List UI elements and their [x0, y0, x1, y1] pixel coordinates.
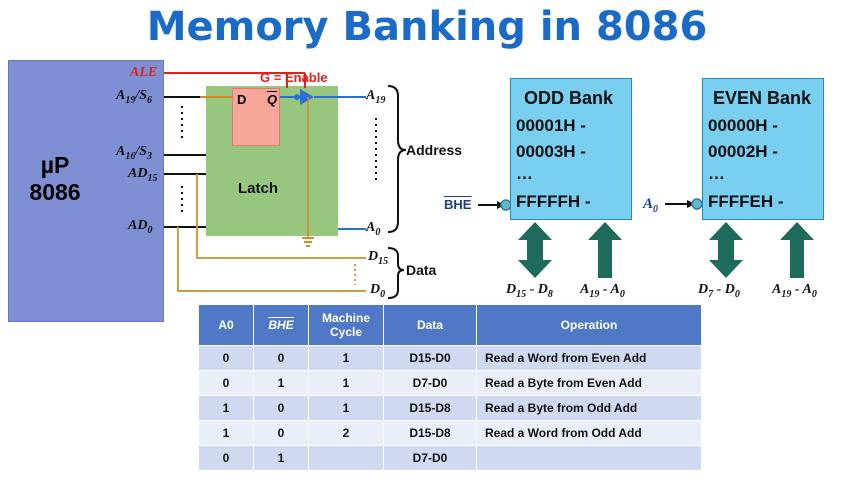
odd-bus2-s1: 19 [589, 288, 600, 300]
a16-text: A [116, 144, 126, 159]
odd-bank-row-4: FFFFFH - [516, 192, 591, 211]
ale-pin-label: ALE [130, 65, 158, 80]
odd-bus1-s1: 15 [516, 288, 527, 300]
even-bus1-s1: 7 [708, 288, 714, 300]
cell-cycle [309, 446, 384, 471]
even-bank-row-1: 00000H - [708, 116, 778, 135]
ad0-sub: 0 [147, 224, 153, 236]
odd-bank-row-2: 00003H - [516, 142, 586, 161]
tristate-buffer-icon [300, 89, 314, 105]
out-d0-text: D [370, 282, 381, 297]
cell-data: D15-D8 [384, 396, 477, 421]
odd-data-bus-label [506, 282, 553, 300]
header-data: Data [384, 305, 477, 346]
odd-bus1-a: D [506, 282, 517, 297]
odd-bank-title: ODD Bank [524, 88, 614, 108]
odd-data-bus-arrow [518, 222, 552, 278]
d15-data-wire [197, 174, 366, 258]
cell-a0: 0 [199, 346, 254, 371]
table-row [199, 346, 702, 371]
cell-operation: Read a Word from Odd Add [477, 421, 702, 446]
even-address-bus-arrow [780, 222, 814, 278]
s3-sub: 3 [147, 150, 153, 162]
q-bar-label: $\overline{Q}$ [267, 92, 278, 107]
q-output-dot [294, 94, 300, 100]
cell-bhe: 1 [254, 446, 309, 471]
even-bus2-s1: 19 [781, 288, 792, 300]
header-machine-cycle: Machine Cycle [309, 305, 384, 346]
a19-sub: 19 [125, 94, 136, 106]
cell-data: D7-D0 [384, 371, 477, 396]
a19-output-label [366, 88, 385, 106]
cell-cycle: 2 [309, 421, 384, 446]
data-label: Data [406, 262, 437, 278]
cell-a0: 0 [199, 446, 254, 471]
latch-label: Latch [238, 180, 279, 197]
odd-bus2-s2: 0 [619, 288, 625, 300]
ad0-text: AD [128, 218, 148, 233]
ad15-sub: 15 [147, 172, 158, 184]
memory-banking-table [198, 304, 702, 471]
cell-operation: Read a Word from Even Add [477, 346, 702, 371]
table-row [199, 371, 702, 396]
cell-a0: 0 [199, 371, 254, 396]
cell-bhe: 1 [254, 371, 309, 396]
header-a0: A0 [199, 305, 254, 346]
out-a19-text: A [366, 88, 376, 103]
odd-bank-row-3: … [516, 164, 533, 183]
page-title: Memory Banking in 8086 [146, 4, 708, 50]
cell-data: D15-D0 [384, 346, 477, 371]
cell-bhe: 0 [254, 421, 309, 446]
a19-text: A [116, 88, 126, 103]
cell-data: D15-D8 [384, 421, 477, 446]
even-bank-row-2: 00002H - [708, 142, 778, 161]
even-data-bus-arrow [709, 222, 743, 278]
odd-bus2-m: - A [599, 282, 620, 297]
data-brace [388, 248, 404, 298]
cell-a0: 1 [199, 421, 254, 446]
even-bank-row-4: FFFFEH - [708, 192, 784, 211]
cell-operation [477, 446, 702, 471]
even-bus2-a: A [772, 282, 782, 297]
address-label: Address [406, 142, 463, 158]
out-d15-sub: 15 [378, 255, 389, 267]
d-input-label: D [237, 92, 247, 107]
even-bus2-s2: 0 [811, 288, 817, 300]
odd-bank-row-1: 00001H - [516, 116, 586, 135]
d15-output-label [368, 249, 388, 267]
header-operation: Operation [477, 305, 702, 346]
cell-bhe: 0 [254, 346, 309, 371]
s6-text: /S [135, 88, 148, 103]
a0-output-label [366, 220, 380, 238]
odd-address-bus-arrow [588, 222, 622, 278]
table-row [199, 421, 702, 446]
a0-bubble-icon [692, 199, 702, 209]
a16-sub: 16 [125, 150, 136, 162]
cell-a0: 1 [199, 396, 254, 421]
even-input-sub: 0 [653, 204, 659, 215]
odd-address-bus-label [580, 282, 625, 300]
cell-operation: Read a Byte from Odd Add [477, 396, 702, 421]
odd-bus1-m: - D [526, 282, 548, 297]
even-bank-title: EVEN Bank [713, 88, 812, 108]
cell-cycle: 1 [309, 346, 384, 371]
s6-sub: 6 [147, 94, 153, 106]
table-row [199, 446, 702, 471]
s3-text: /S [135, 144, 148, 159]
out-a0-text: A [366, 220, 376, 235]
out-a19-sub: 19 [375, 94, 386, 106]
odd-bus2-a: A [580, 282, 590, 297]
bhe-input-label: $\overline{BHE}$ [444, 197, 472, 212]
out-d15-text: D [368, 249, 379, 264]
header-bhe: $\overline{BHE}$ [254, 305, 309, 346]
cell-bhe: 0 [254, 396, 309, 421]
out-a0-sub: 0 [375, 226, 381, 238]
even-bus1-a: D [698, 282, 709, 297]
address-brace [388, 86, 406, 232]
even-bus2-m: - A [791, 282, 812, 297]
even-input-text: A [643, 196, 654, 212]
cpu-label-line1: µP [40, 152, 70, 178]
cell-cycle: 1 [309, 371, 384, 396]
odd-bus1-s2: 8 [547, 288, 553, 300]
even-bus1-s2: 0 [734, 288, 740, 300]
table-row [199, 396, 702, 421]
ad15-text: AD [128, 166, 148, 181]
cell-data: D7-D0 [384, 446, 477, 471]
even-bus1-m: - D [713, 282, 735, 297]
even-address-bus-label [772, 282, 817, 300]
cell-cycle: 1 [309, 396, 384, 421]
even-bank-row-3: … [708, 164, 725, 183]
even-data-bus-label [698, 282, 740, 300]
enable-label: G = Enable [260, 70, 328, 85]
d0-output-label [370, 282, 385, 300]
a0-input-label [643, 196, 658, 215]
cell-operation: Read a Byte from Even Add [477, 371, 702, 396]
out-d0-sub: 0 [380, 288, 386, 300]
cpu-label-line2: 8086 [29, 179, 81, 205]
